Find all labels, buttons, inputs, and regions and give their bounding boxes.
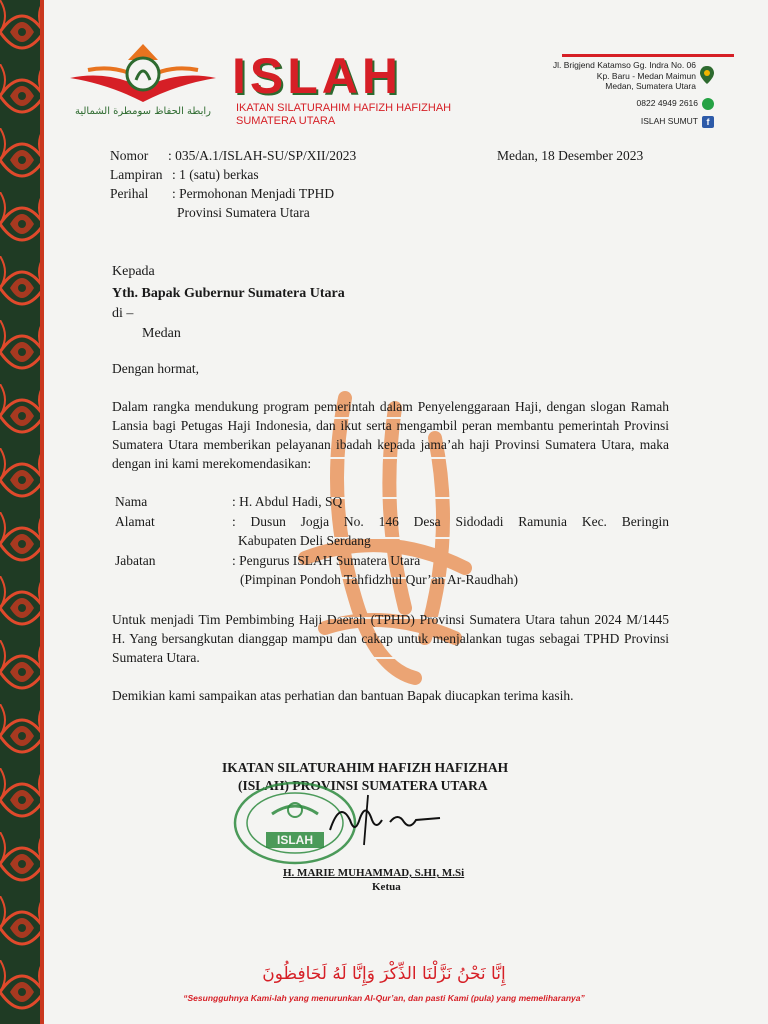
perihal-value-line2: Provinsi Sumatera Utara xyxy=(177,205,310,220)
closing-sentence: Demikian kami sampaikan atas perhatian dan bantuan Bapak diucapkan terima kasih. xyxy=(112,688,574,703)
meta-lampiran xyxy=(110,165,259,184)
brand-subtitle-line1: IKATAN SILATURAHIM HAFIZH HAFIZHAH xyxy=(236,102,452,114)
recipient-name: Yth. Bapak Gubernur Sumatera Utara xyxy=(112,286,345,301)
phone-row xyxy=(514,98,714,110)
logo-arabic-text: رابطة الحفاظ سومطرة الشمالية xyxy=(75,106,211,117)
meta-perihal xyxy=(110,184,334,203)
handwritten-signature xyxy=(320,790,450,850)
recipient-city: Medan xyxy=(142,326,181,341)
stamp-text: ISLAH xyxy=(277,833,313,847)
decorative-border xyxy=(0,0,44,1024)
signature-org-line2: (ISLAH) PROVINSI SUMATERA UTARA xyxy=(238,778,488,793)
nomor-label: Nomor xyxy=(110,148,149,163)
meta-nomor xyxy=(110,146,356,165)
facebook-icon: f xyxy=(702,116,714,128)
address-row xyxy=(514,60,714,92)
signature-org-line1: IKATAN SILATURAHIM HAFIZH HAFIZHAH xyxy=(222,760,509,775)
brand-name: ISLAH xyxy=(232,48,402,104)
nama-value: : H. Abdul Hadi, SQ xyxy=(232,494,343,509)
recipient-di: di – xyxy=(112,306,134,321)
perihal-value: : Permohonan Menjadi TPHD xyxy=(172,186,335,201)
brand-subtitle-line2: SUMATERA UTARA xyxy=(236,115,336,127)
alamat-value: : Dusun Jogja No. 146 Desa Sidodadi Ramunia Kec. Beringin xyxy=(232,514,669,529)
paragraph-purpose: Untuk menjadi Tim Pembimbing Haji Daerah (TPHD) Provinsi Sumatera Utara tahun 2024 M/1445 H. Yang bersangkutan dianggap mampu dan cakap untuk menjalankan tugas sebagai TPHD Provinsi Sumatera Utara. xyxy=(112,612,669,665)
signatory-title: Ketua xyxy=(372,881,401,893)
phone-number: 0822 4949 2616 xyxy=(636,98,698,109)
lampiran-label: Lampiran xyxy=(110,167,163,182)
perihal-label: Perihal xyxy=(110,186,149,201)
social-row xyxy=(514,116,714,128)
nomor-value: : 035/A.1/ISLAH-SU/SP/XII/2023 xyxy=(168,148,357,163)
whatsapp-icon xyxy=(702,98,714,110)
address-line1: Jl. Brigjend Katamso Gg. Indra No. 06 xyxy=(552,60,696,70)
alamat-label: Alamat xyxy=(115,514,155,529)
nama-label: Nama xyxy=(115,494,148,509)
jabatan-value-line2: (Pimpinan Pondoh Tahfidzhul Qur’an Ar-Raudhah) xyxy=(240,572,518,587)
header-rule xyxy=(562,54,734,57)
lampiran-value: : 1 (satu) berkas xyxy=(172,167,259,182)
footer-quran-verse: إِنَّا نَحْنُ نَزَّلْنَا الذِّكْرَ وَإِنَّا لَهُ لَحَافِظُونَ xyxy=(262,964,506,984)
map-pin-icon xyxy=(700,66,714,87)
brand-subtitle xyxy=(236,102,451,128)
jabatan-value: : Pengurus ISLAH Sumatera Utara xyxy=(232,553,421,568)
address-line3: Medan, Sumatera Utara xyxy=(605,81,696,91)
contact-block xyxy=(514,60,714,128)
alamat-value-line2: Kabupaten Deli Serdang xyxy=(238,533,371,548)
footer-translation: “Sesungguhnya Kami-lah yang menurunkan Al-Qur’an, dan pasti Kami (pula) yang memeliharanya” xyxy=(183,993,585,1003)
greeting: Dengan hormat, xyxy=(112,361,199,376)
recipient-kepada: Kepada xyxy=(112,264,155,279)
organization-logo xyxy=(68,40,218,130)
letter-date: Medan, 18 Desember 2023 xyxy=(497,148,644,163)
jabatan-label: Jabatan xyxy=(115,553,156,568)
paragraph-intro: Dalam rangka mendukung program pemerintah dalam Penyelenggaraan Haji, dengan slogan Ramah Lansia bagi Petugas Haji Indonesia, dan ikut serta mengambil peran membantu pemerintah Provinsi Sumatera Utara memberikan pelayanan ibadah kepada jama’ah haji Provinsi Sumatera Utara, maka dengan ini kami merekomendasikan: xyxy=(112,399,669,471)
address-line2: Kp. Baru - Medan Maimun xyxy=(596,70,696,81)
social-handle: ISLAH SUMUT xyxy=(640,116,698,127)
signatory-name: H. MARIE MUHAMMAD, S.HI, M.Si xyxy=(283,867,465,879)
